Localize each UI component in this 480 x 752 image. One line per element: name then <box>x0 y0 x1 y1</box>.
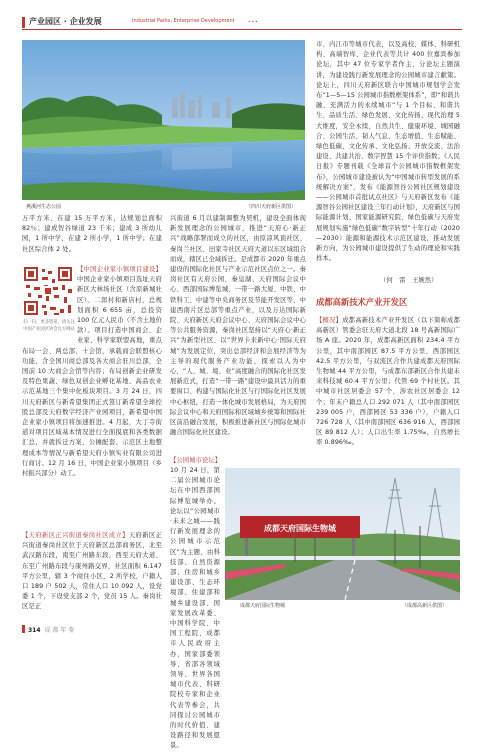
header-dots: • • • <box>248 19 258 24</box>
header-rule <box>22 29 462 30</box>
photo2-caption-right: （成都高新区供图） <box>402 603 448 609</box>
col3-signature: （何 雷 王婉然） <box>380 277 438 284</box>
col2-para2-firstline <box>225 456 306 466</box>
col1-para3 <box>22 531 162 621</box>
photo1-caption-left: 燕溪河生态公园 <box>26 204 62 210</box>
park-forum-heading: 【公园城市论坛】 <box>170 457 222 464</box>
page-number: 314 <box>28 627 41 634</box>
section-title-chengdu-hitech: 成都高新技术产业开发区 <box>316 297 408 307</box>
photo-biotown <box>225 468 460 600</box>
col3-top-text <box>316 40 460 284</box>
col2-paragraph: 兴街道 6 月以建制调整为契机，建设全面体现新发展理念的公园城市，推进“天府心·新正兴”战略部署而成立的社区，由原凉风顶社区、秦岗兰社区、田家寺社区天府大道以东区域组合而成，辖区已全域拆迁。是成都市 2020 年重点建设的国际化社区与产业示范社区点位之一。秦岗社区有天府公园、秦皇湖、天府国际会议中心、西部国际博览城、一带一路大厦、中铁、中铁科工、中建等中央商务区及节能开发区等、中建西南片区总部等重点产业，以及万达国际新院、天府新区天府会议中心、天府国际会议中心等公共服务资源，秦岗社区坚持以“天府心·新正兴”为新型社区、以“世界卡来新中心·国际天府城”为发展定位，突出总部经济和会展经济等为主导的现代服务产业功能，探索以人为中心，“人、城、境、业”高度融合的国际化社区发展新范式，打造“一带一路”建设中最具活力的重要窗口、构建与国际化社区与行国际化社区发展中心枢纽，打造一体化城市发展格局，为天府国际会议中心和天府国际和区域城乡统筹和国际社区前沿融合发展，积极推进新社区与国际化城市融合国际化社区建设。 <box>170 215 306 437</box>
qingang-text: 天府新区正兴街道秦岗社区位于天府新区总部商务区，北至武汉路东段，南至广州路东段，西至天府大道、东至广州路东段与康州路交界，社区面积 6.147 平方公里，辖 3 个商住小区，2 所学校，户籍人口 189 户 502 人，常住人口 10 092 人，设党委 1 个，下设党支部 2 个，党员 15 人。秦岗社区是正 <box>22 532 162 611</box>
col3-top-paragraph: 市、内江市等城市代表，以及高校、媒体、科研机构、高端智库、企业代表等共计 400 位嘉宾参加论坛，其中 47 位专家学者作主、分论坛主题演讲，为建设践行新发展理念的公园城市建言献策。论坛上，四川天府新区联合中国城市规划学会发布“1—5—15 公园城市指数框架体系”，即“和谐共融、充满活力的永续城市”与 1 个目标、和谐共生、品质生活、绿色发展、文化传扬、现代治理 5 大维度，安全永续、自然共生、健康环境、城园融合、公园生活、韧人气息、生态增值、生态赋能、绿色低碳、文化传承、文化弘扬、开放交流、法治建设、共建共治、数字智慧 15 个评价指数；《人民日报》专题刊载《全球首个公园城市指数框架发布》，公园城市建设被认为“中国城市转型发展的系统解决方案”，发布《能源智谷公园社区规划建设——公园城市首批试点社区》与天府新区发布《能源智谷公园社区建设三年行动计划》，天府新区与国际能源计划、国家能源研究院、绿色低碳与天府发展规划实施“绿色低碳“数字转型”十年行动（2020—2030）能源和能源技术示范区建设，推动发展新方向，为公园城市建设提供了生动的理论和实践样本。 <box>316 41 460 263</box>
qr-caption: 扫一扫，更多资讯，请关注中国产业园区协会官方网站 <box>23 320 75 332</box>
header-english-title: Industrial Parks, Enterprise Development <box>132 18 235 24</box>
col3-gaikuang <box>316 316 460 464</box>
xiaozhen-heading: 【中国企业家小镇项目建设】 <box>77 266 162 273</box>
qingang-heading: 【天府新区正兴街道秦岗社区成立】 <box>22 532 129 539</box>
gaikuang-text: 成都高新技术产业开发区（以下简称成都高新区）管委会驻天府大道北段 18 号高新国际广场 A 座。2020 年，成都高新区面积 234.4 平方公里，其中南部园区 87.5 平方公里，西部园区 42.5 平方公里，与双流区合作共建成都天府国际生物城 44 平方公里，与成都东部新区合作共建未来科技城 60.4 平方公里；代管 69 个村社区。其中城市社区居委会 57 个，涉农社区居委会 12 个；年末户籍总人口 292 071 人（其中南部园区 239 005 户，西部园区 53 336 户），户籍人口 726 728 人（其中南部园区 636 916 人，西部园区 89 812 人）；人口出生率 1.75‰，自然增长率 0.896‰。 <box>316 317 460 447</box>
biotown-image <box>225 468 460 600</box>
river-park-image <box>22 40 305 200</box>
photo1-caption-right: （四川天府新区供图） <box>246 204 297 210</box>
col3-signature-wrap <box>380 276 460 286</box>
col1-para2 <box>22 265 162 535</box>
running-header <box>22 16 462 30</box>
gaikuang-heading: 【概况】 <box>316 317 343 324</box>
col2-text <box>170 214 306 454</box>
header-section-title: 产业园区 · 企业发展 <box>29 17 102 26</box>
col1-top-paragraph: 万平方米、在建 15 万平方米，达规划总面积 82％；建成智谷绿道 23 千米；建成 3 所幼儿园，1 所中学，在建 2 所小学，1 所中学；在建社区综合体 2 处。 <box>22 215 162 253</box>
header-accent-bar <box>22 17 25 28</box>
xiaozhen-text: 中国企业家小镇项目选址天府新区大林场社区（含原新城社区）、二郎村和新店村，总规划面积 6 655 亩，总投资 100 亿元人民币（不含土地价款）。项目打造中国商会、企业家、科学家联盟高地，重点布局一会、两总部、十会馆，承载商会联盟核心功能，含全国川商总部及各大商会驻川总部，全国前 10 大商会会馆等内容；布局创新企业研发及特色果蔬、绿色双创企业孵化基地、高品农业示范基地三个集中化板块项目。3 月 24 日，四川天府新区与新希望集团正式签订新希望全球控股总部及天府数字经济产业园项目，新希望中国企业家小镇项目将加速推进。4 月起，大丁寺街道对项目区域基本情况进行全面摸底和各类数据汇总，并就拆迁方案、公摊配套、示范区土地整理成本等情况与新希望天府小镇实业有限公司进行商讨。12 月 16 日，中国企业家小镇项目（乡村振兴部分）动工。 <box>22 276 162 478</box>
footer-accent-bar <box>22 625 25 633</box>
page-footer <box>22 625 74 634</box>
biotown-sign-text: 成都天府国际生物城 <box>264 524 336 533</box>
photo2-caption-left: 成都天府国际生物城 <box>240 603 286 609</box>
magazine-name: 成 都 年 鉴 <box>44 627 75 634</box>
photo-river-park <box>22 40 305 200</box>
park-forum-text: 10 月 24 日，第二届公园城市论坛在中国西部国际博览城举办。论坛以“公园城市·未来之城——践行新发展理念的公园城市示范区”为主题，由科技部、自然资源部、住房和城乡建设部、生态环境部、住建部和城乡建设部、国家发展改革委、中国科学院、中国工程院、成都市人民政府主办，国家部委领导、省部各领域领导、世界各国城市代表、科研院校专家和企业代表等参会，共同探讨公园城市的时代价值、建设路径和发展愿景。 <box>170 467 220 750</box>
col1-top-text <box>22 214 162 260</box>
qr-float-spacer <box>22 265 77 337</box>
col2-para2-text <box>170 466 220 750</box>
